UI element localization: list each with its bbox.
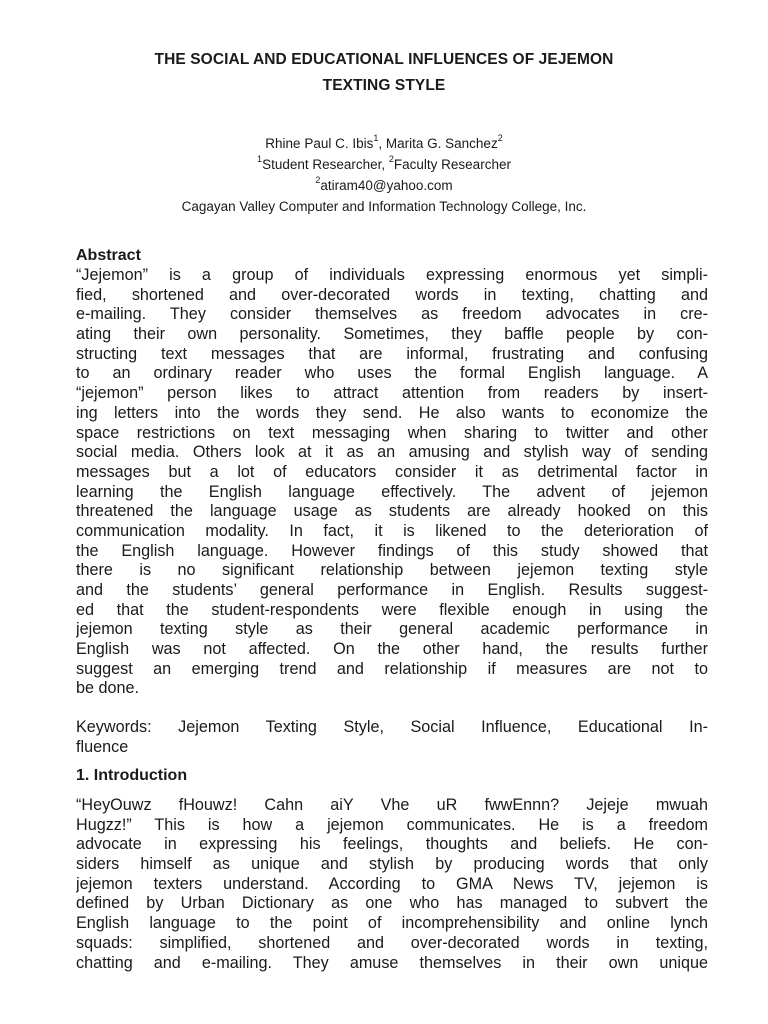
paper-title-line-2: TEXTING STYLE bbox=[322, 77, 446, 94]
abstract-line: suggest an emerging trend and relationship if measures are not to bbox=[76, 659, 708, 678]
abstract-line: communication modality. In fact, it is likened to the deterioration of bbox=[76, 521, 708, 540]
author-list bbox=[60, 133, 708, 151]
affiliation: Cagayan Valley Computer and Information Technology College, Inc. bbox=[181, 199, 587, 214]
abstract-line: “Jejemon” is a group of individuals expressing enormous yet simpli- bbox=[76, 266, 708, 284]
abstract-line: to an ordinary reader who uses the formal English language. A bbox=[76, 364, 708, 383]
author-separator: , bbox=[378, 136, 386, 151]
abstract-line: ating their own personality. Sometimes, they baffle people by con- bbox=[76, 325, 708, 344]
abstract-line: ed that the student-respondents were flexible enough in using the bbox=[76, 600, 708, 619]
abstract-line: structing text messages that are informal, frustrating and confusing bbox=[76, 344, 708, 363]
intro-line: advocate in expressing his feelings, thoughts and beliefs. He con- bbox=[76, 835, 708, 854]
email-mark: 2 bbox=[315, 175, 321, 185]
abstract-line: be done. bbox=[76, 679, 140, 698]
abstract-line: messages but a lot of educators consider it as detrimental factor in bbox=[76, 462, 708, 481]
abstract-line: there is no significant relationship between jejemon texting style bbox=[76, 561, 708, 580]
abstract-line: fied, shortened and over-decorated words in texting, chatting and bbox=[76, 285, 708, 304]
role-1-mark: 1 bbox=[257, 154, 263, 164]
intro-line: squads: simplified, shortened and over-decorated words in texting, bbox=[76, 933, 708, 952]
author-2-name: Marita G. Sanchez bbox=[385, 136, 498, 151]
introduction-body bbox=[76, 796, 708, 973]
intro-line: defined by Urban Dictionary as one who has managed to subvert the bbox=[76, 894, 708, 913]
intro-line: English language to the point of incomprehensibility and online lynch bbox=[76, 914, 708, 933]
keywords-line: fluence bbox=[76, 737, 129, 756]
intro-line: “HeyOuwz fHouwz! Cahn aiY Vhe uR fwwEnnn? Jejeje mwuah bbox=[76, 796, 708, 814]
abstract-line: and the students’ general performance in English. Results suggest- bbox=[76, 581, 708, 599]
abstract-line: jejemon texting style as their general academic performance in bbox=[76, 620, 708, 639]
author-1-affiliation-mark: 1 bbox=[373, 133, 379, 143]
abstract-line: e-mailing. They consider themselves as freedom advocates in cre- bbox=[76, 305, 708, 324]
role-2-mark: 2 bbox=[388, 154, 394, 164]
abstract-line: social media. Others look at it as an amusing and stylish way of sending bbox=[76, 443, 708, 462]
role-1: Student Researcher, bbox=[262, 157, 389, 172]
abstract-line: learning the English language effectively. The advent of jejemon bbox=[76, 482, 708, 501]
author-roles bbox=[60, 154, 708, 172]
intro-line: Hugzz!” This is how a jejemon communicates. He is a freedom bbox=[76, 815, 708, 834]
introduction-heading: 1. Introduction bbox=[76, 767, 188, 784]
author-email bbox=[60, 175, 708, 193]
intro-line: chatting and e-mailing. They amuse themselves in their own unique bbox=[76, 953, 708, 972]
keywords-line: Keywords: Jejemon Texting Style, Social Influence, Educational In- bbox=[76, 718, 708, 736]
role-2: Faculty Researcher bbox=[393, 157, 511, 172]
email-address: atiram40@yahoo.com bbox=[320, 178, 453, 193]
intro-line: jejemon texters understand. According to GMA News TV, jejemon is bbox=[76, 874, 708, 893]
abstract-line: the English language. However findings of this study showed that bbox=[76, 541, 708, 560]
abstract-heading: Abstract bbox=[76, 247, 141, 264]
abstract-body bbox=[76, 266, 708, 699]
abstract-line: threatened the language usage as students are already hooked on this bbox=[76, 502, 708, 521]
author-2-affiliation-mark: 2 bbox=[497, 133, 503, 143]
intro-line: siders himself as unique and stylish by producing words that only bbox=[76, 855, 708, 874]
abstract-line: space restrictions on text messaging when sharing to twitter and other bbox=[76, 423, 708, 442]
abstract-line: ing letters into the words they send. He also wants to economize the bbox=[76, 403, 708, 422]
abstract-line: “jejemon” person likes to attract attention from readers by insert- bbox=[76, 384, 708, 403]
author-1-name: Rhine Paul C. Ibis bbox=[265, 136, 374, 151]
keywords bbox=[76, 718, 708, 757]
abstract-line: English was not affected. On the other hand, the results further bbox=[76, 640, 708, 659]
paper-title-line-1: THE SOCIAL AND EDUCATIONAL INFLUENCES OF JEJEMON bbox=[154, 51, 614, 68]
